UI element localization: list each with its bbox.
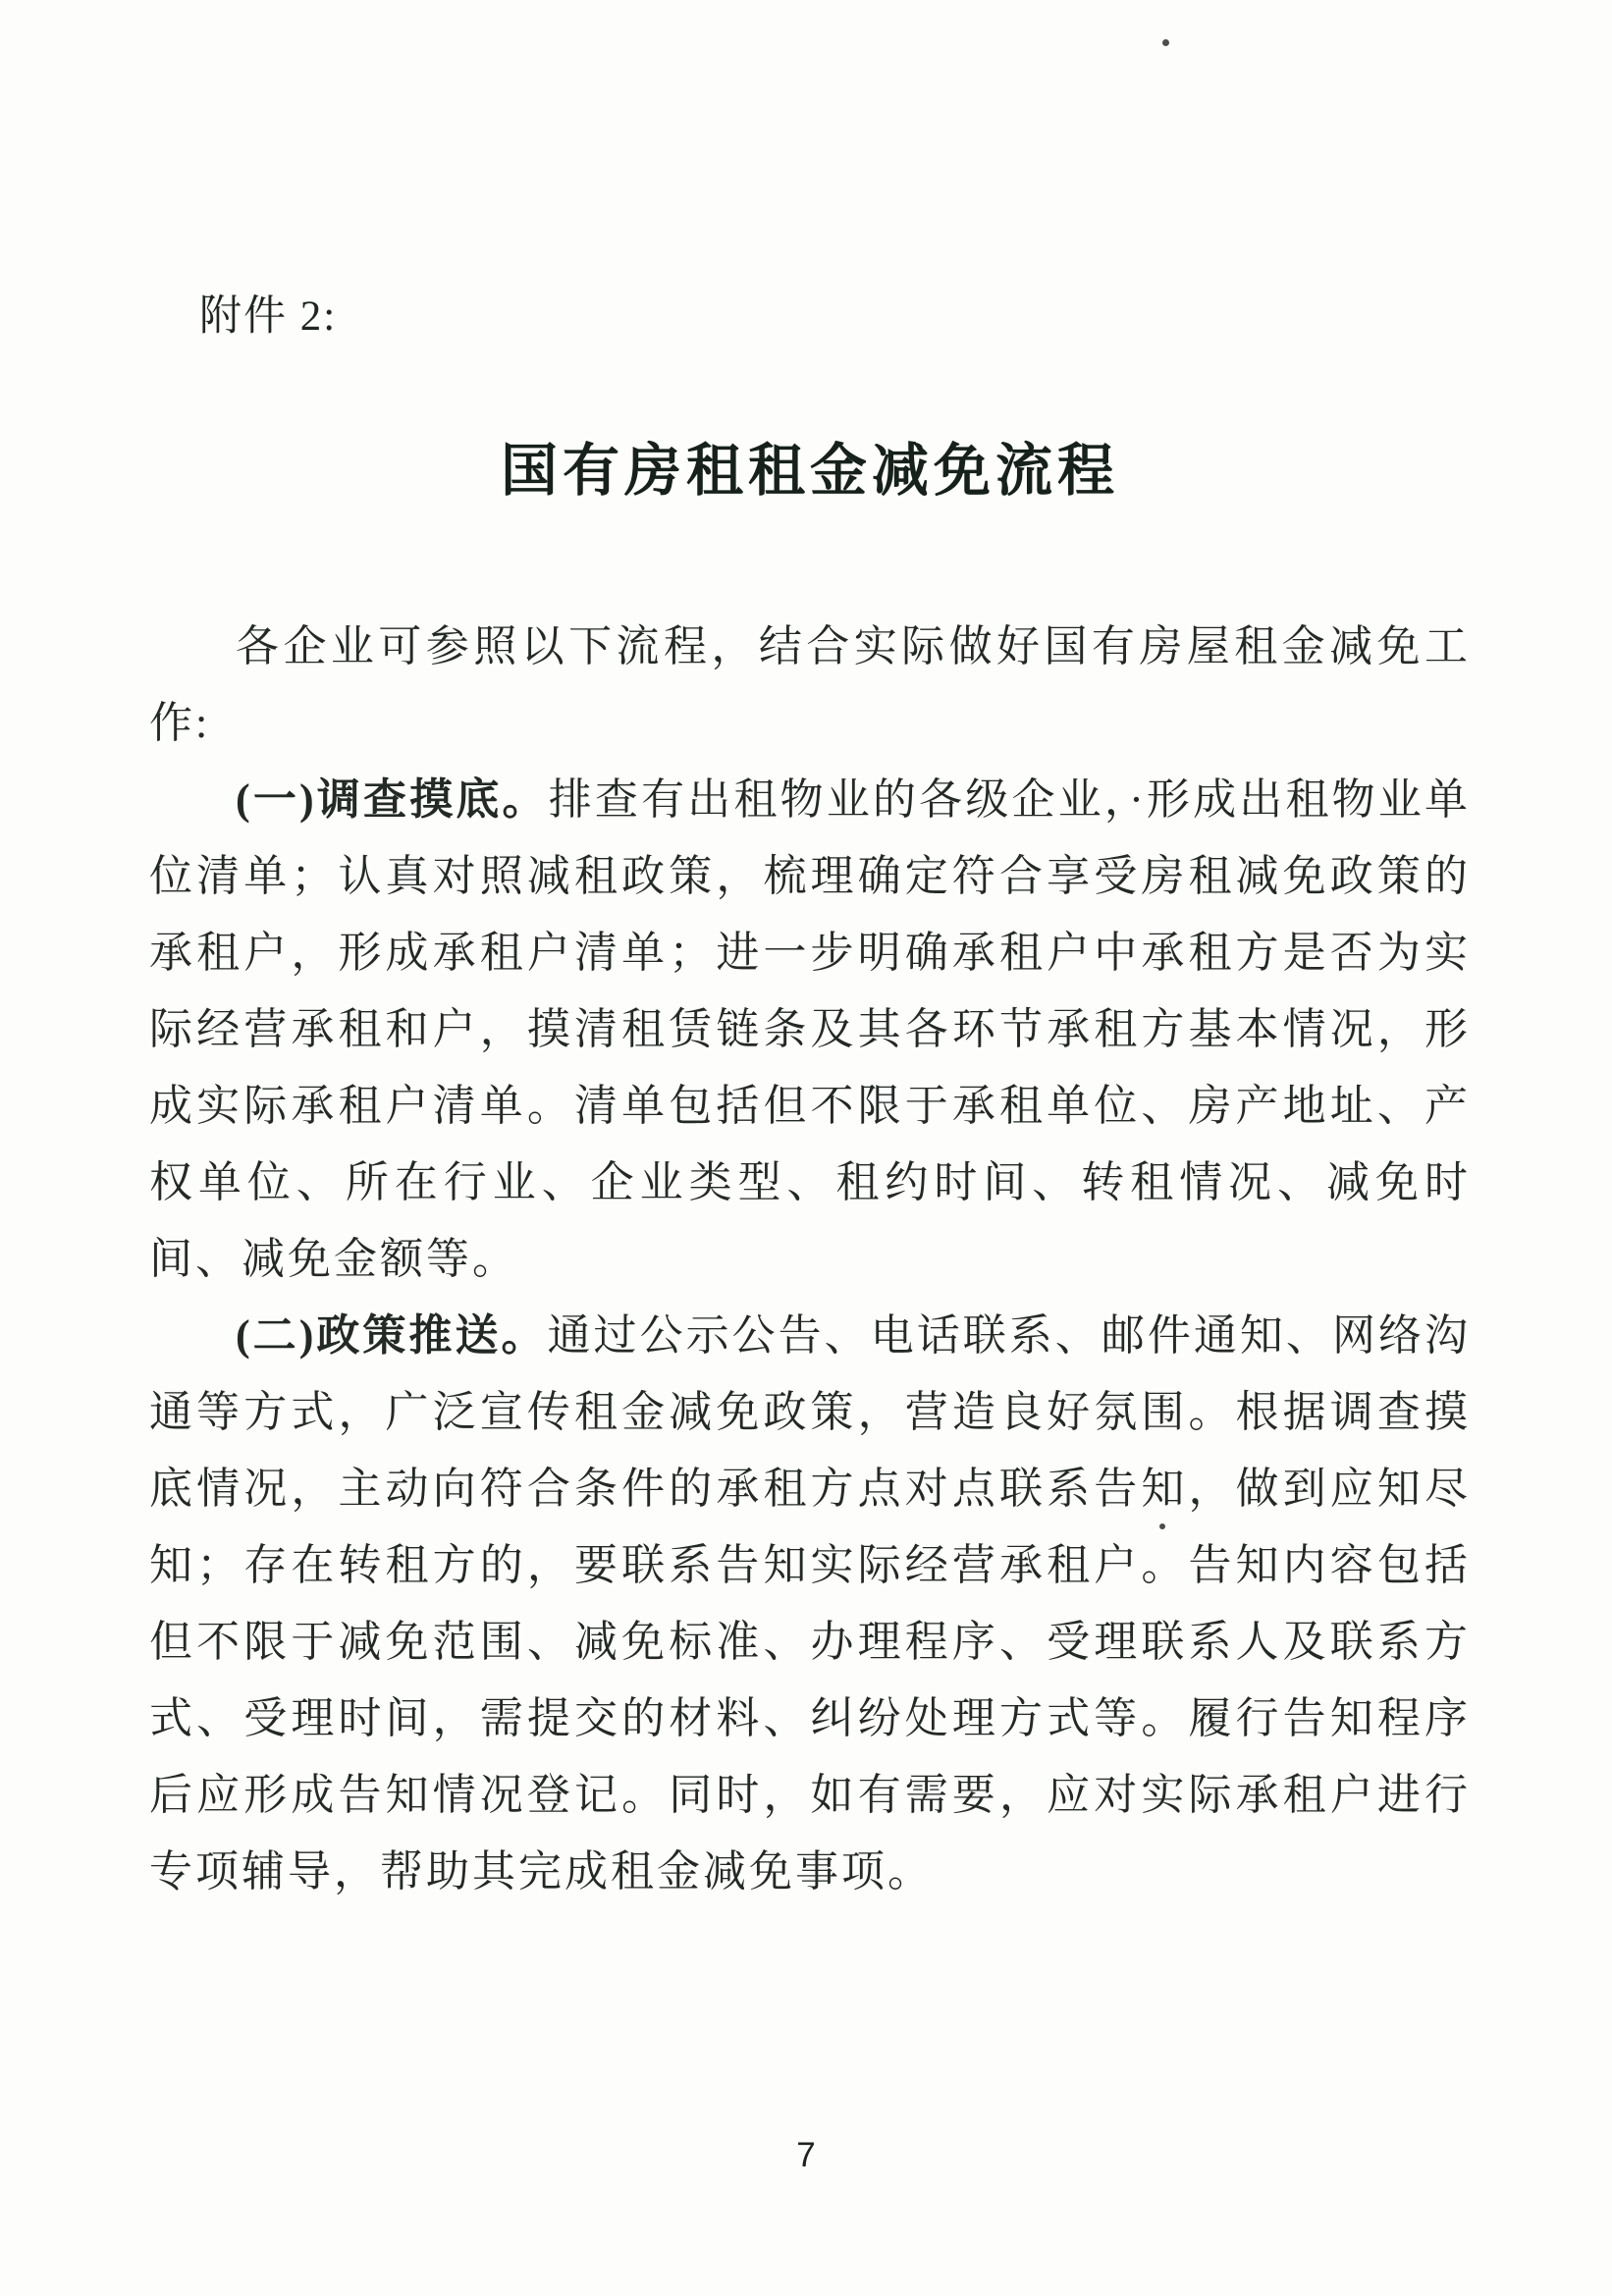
- scan-artifact-dot: [1162, 39, 1169, 46]
- paragraph-text: 通过公示公告、电话联系、邮件通知、网络沟通等方式，广泛宣传租金减免政策，营造良好氛围。根据调查摸底情况，主动向符合条件的承租方点对点联系告知，做到应知尽知；存在转租方的，要联系告知实际经营承租户。告知内容包括但不限于减免范围、减免标准、办理程序、受理联系人及联系方式、受理时间，需提交的材料、纠纷处理方式等。履行告知程序后应形成告知情况登记。同时，如有需要，应对实际承租户进行专项辅导，帮助其完成租金减免事项。: [149, 1311, 1471, 1896]
- paragraph-text: 排查有出租物业的各级企业，·形成出租物业单位清单；认真对照减租政策，梳理确定符合享受房租减免政策的承租户，形成承租户清单；进一步明确承租户中承租方是否为实际经营承租和户，摸清租赁链条及其各环节承租方基本情况，形成实际承租户清单。清单包括但不限于承租单位、房产地址、产权单位、所在行业、企业类型、租约时间、转租情况、减免时间、减免金额等。: [149, 775, 1471, 1283]
- page-title: 国有房租租金减免流程: [500, 439, 1119, 503]
- paragraph-text: 各企业可参照以下流程，结合实际做好国有房屋租金减免工作:: [149, 622, 1471, 747]
- step-1-paragraph: [149, 762, 1471, 1298]
- paragraph-lead: (二)政策推送。: [236, 1311, 548, 1360]
- scan-artifact-dot: [1159, 1523, 1165, 1529]
- paragraph-lead: (一)调查摸底。: [236, 775, 549, 824]
- attachment-label: 附件 2:: [199, 294, 338, 340]
- document-body: [149, 609, 1471, 1910]
- page-number: 7: [796, 2136, 816, 2174]
- step-2-paragraph: [149, 1298, 1471, 1910]
- intro-paragraph: [149, 609, 1471, 762]
